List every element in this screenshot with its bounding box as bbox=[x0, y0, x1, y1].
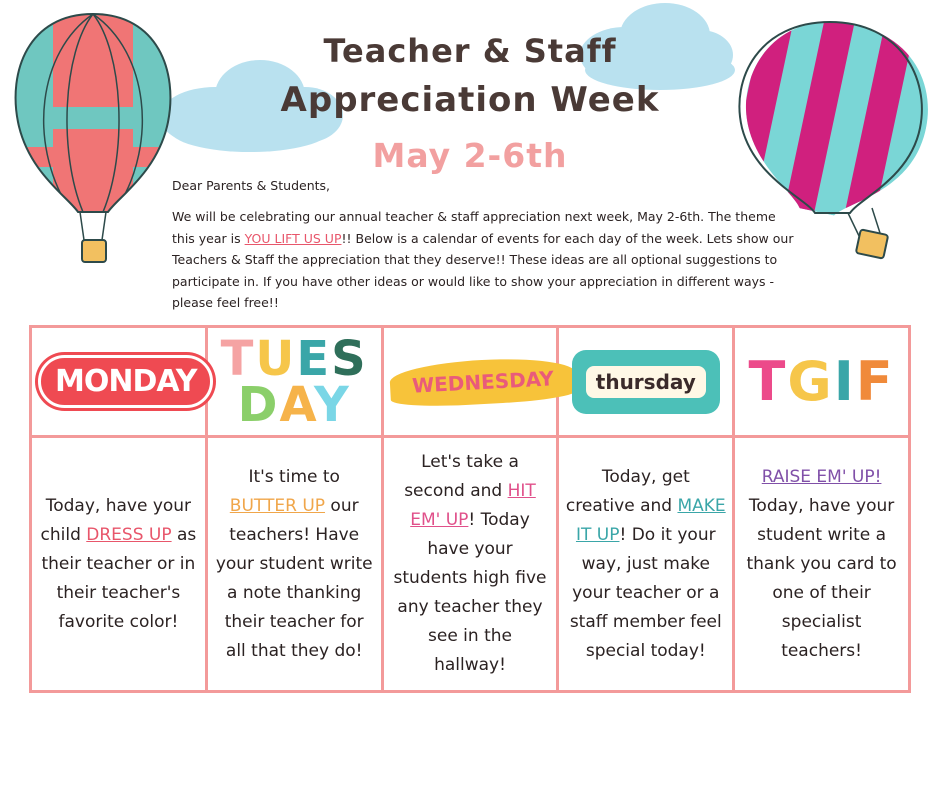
letter-text-2: !! Below is a calendar of events for each day of the week. Lets show our Teachers & Staff the appreciation that they deserve!! These ideas are all optional suggestions to participate in. If you have other ideas or would like to show your appreciation in different ways - please feel free!! bbox=[172, 230, 794, 310]
wednesday-text-pre: Let's take a second and bbox=[404, 452, 519, 501]
thursday-sign bbox=[572, 350, 720, 414]
weekly-calendar bbox=[29, 325, 911, 693]
wednesday-header bbox=[382, 327, 558, 437]
tuesday-label-line2: DAY bbox=[237, 376, 351, 433]
monday-text-pre: Today, have your child bbox=[40, 495, 192, 545]
thursday-text-post: ! Do it your way, just make your teacher or a staff member feel special today! bbox=[569, 524, 722, 661]
tuesday-text-post: our teachers! Have your student write a note thanking their teacher for all that they do! bbox=[215, 495, 373, 661]
wednesday-text-post: ! Today have your students high five any teacher they see in the hallway! bbox=[393, 510, 547, 675]
wednesday-highlight: HIT EM' UP bbox=[410, 481, 536, 530]
friday-header bbox=[734, 327, 910, 437]
page-title-line1: Teacher & Staff bbox=[323, 32, 617, 70]
hot-air-balloon-left-icon bbox=[8, 12, 178, 267]
tuesday-label bbox=[214, 330, 375, 433]
thursday-header bbox=[558, 327, 734, 437]
tuesday-cell bbox=[206, 437, 382, 692]
calendar-header-row bbox=[31, 327, 910, 437]
page-title-line2: Appreciation Week bbox=[280, 80, 660, 120]
wednesday-cell bbox=[382, 437, 558, 692]
wednesday-label: WEDNESDAY bbox=[389, 355, 577, 409]
monday-cell bbox=[31, 437, 207, 692]
monday-text-post: as their teacher or in their teacher's favorite color! bbox=[41, 524, 197, 632]
tuesday-header bbox=[206, 327, 382, 437]
friday-highlight: RAISE EM' UP! bbox=[761, 466, 882, 487]
thursday-text-pre: Today, get creative and bbox=[565, 466, 690, 516]
letter-body bbox=[172, 206, 798, 314]
friday-cell bbox=[734, 437, 910, 692]
theme-highlight: YOU LIFT US UP bbox=[244, 230, 342, 246]
thursday-label: thursday bbox=[586, 366, 706, 398]
thursday-highlight: MAKE IT UP bbox=[575, 495, 726, 545]
friday-label: TGIF bbox=[748, 350, 895, 413]
monday-label: MONDAY bbox=[38, 355, 213, 408]
tuesday-label-line1: TUES bbox=[220, 330, 368, 387]
tuesday-text-pre: It's time to bbox=[248, 466, 340, 487]
letter-text-1: We will be celebrating our annual teacher & staff appreciation next week, May 2-6th. The theme this year is bbox=[172, 209, 776, 246]
monday-highlight: DRESS UP bbox=[86, 524, 172, 545]
letter-greeting: Dear Parents & Students, bbox=[172, 178, 331, 193]
tuesday-highlight: BUTTER UP bbox=[229, 495, 326, 516]
thursday-cell bbox=[558, 437, 734, 692]
event-date: May 2-6th bbox=[372, 136, 568, 175]
calendar-description-row bbox=[31, 437, 910, 692]
friday-text-post: Today, have your student write a thank you card to one of their specialist teachers! bbox=[746, 495, 897, 661]
monday-header bbox=[31, 327, 207, 437]
